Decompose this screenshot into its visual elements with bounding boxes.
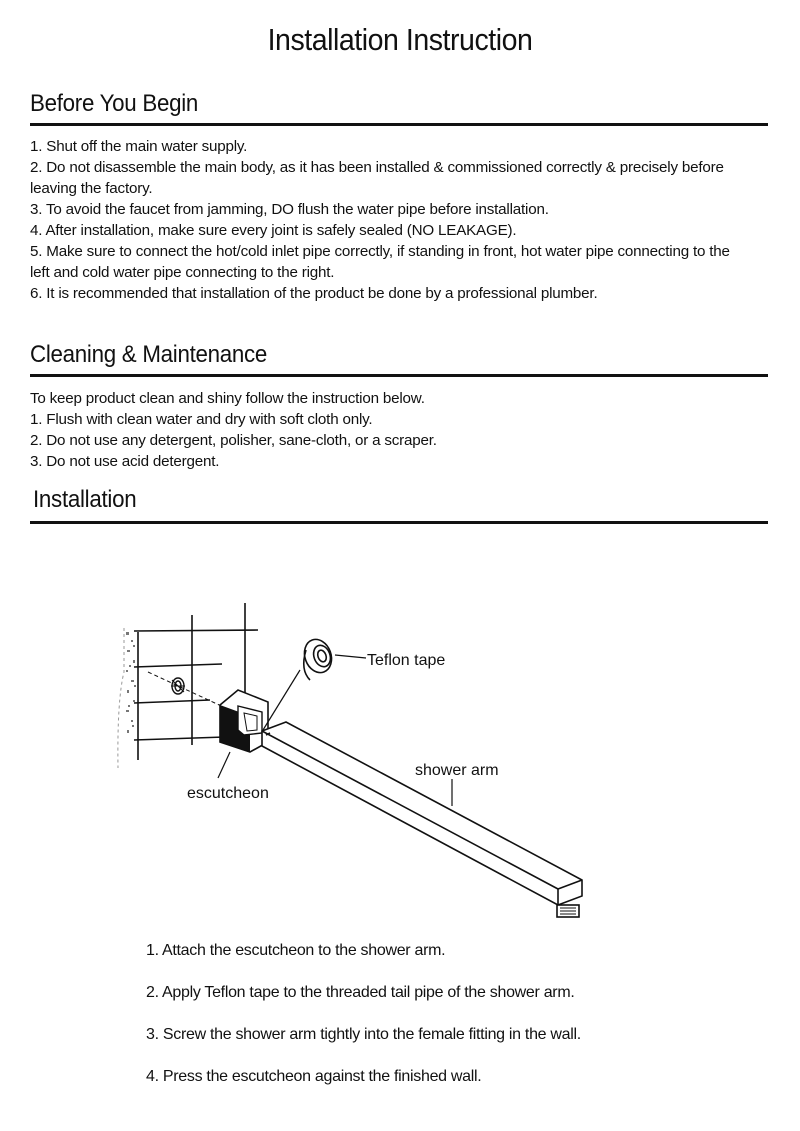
list-item: 2. Do not disassemble the main body, as it has been installed & commissioned correctly & precisely before bbox=[30, 159, 724, 176]
step-item: 3. Screw the shower arm tightly into the female fitting in the wall. bbox=[146, 1026, 581, 1043]
list-item: 3. Do not use acid detergent. bbox=[30, 453, 220, 470]
list-item: leaving the factory. bbox=[30, 180, 153, 197]
list-item: left and cold water pipe connecting to the right. bbox=[30, 264, 335, 281]
label-escutcheon: escutcheon bbox=[187, 785, 269, 802]
section-heading-cleaning: Cleaning & Maintenance bbox=[30, 341, 268, 368]
list-item: 6. It is recommended that installation of the product be done by a professional plumber. bbox=[30, 285, 598, 302]
list-item: 1. Shut off the main water supply. bbox=[30, 138, 248, 155]
shower-arm-drawing bbox=[262, 722, 582, 917]
list-item: To keep product clean and shiny follow the instruction below. bbox=[30, 390, 425, 407]
section-heading-before-you-begin: Before You Begin bbox=[30, 90, 199, 117]
escutcheon-drawing bbox=[220, 690, 268, 752]
label-shower-arm: shower arm bbox=[415, 762, 499, 779]
step-item: 1. Attach the escutcheon to the shower arm. bbox=[146, 942, 446, 959]
page-title: Installation Instruction bbox=[267, 22, 533, 57]
list-item: 5. Make sure to connect the hot/cold inlet pipe correctly, if standing in front, hot water pipe connecting to the bbox=[30, 243, 730, 260]
step-item: 2. Apply Teflon tape to the threaded tail pipe of the shower arm. bbox=[146, 984, 575, 1001]
section-heading-installation: Installation bbox=[33, 486, 137, 513]
teflon-tape-drawing bbox=[263, 636, 366, 730]
step-item: 4. Press the escutcheon against the finished wall. bbox=[146, 1068, 482, 1085]
installation-steps bbox=[146, 942, 581, 1110]
list-item: 2. Do not use any detergent, polisher, sane-cloth, or a scraper. bbox=[30, 432, 437, 449]
list-item: 3. To avoid the faucet from jamming, DO flush the water pipe before installation. bbox=[30, 201, 549, 218]
label-teflon-tape: Teflon tape bbox=[367, 652, 446, 669]
wall-texture bbox=[126, 632, 136, 733]
list-item: 4. After installation, make sure every joint is safely sealed (NO LEAKAGE). bbox=[30, 222, 517, 239]
list-item: 1. Flush with clean water and dry with soft cloth only. bbox=[30, 411, 373, 428]
wall-fitting bbox=[171, 678, 185, 694]
